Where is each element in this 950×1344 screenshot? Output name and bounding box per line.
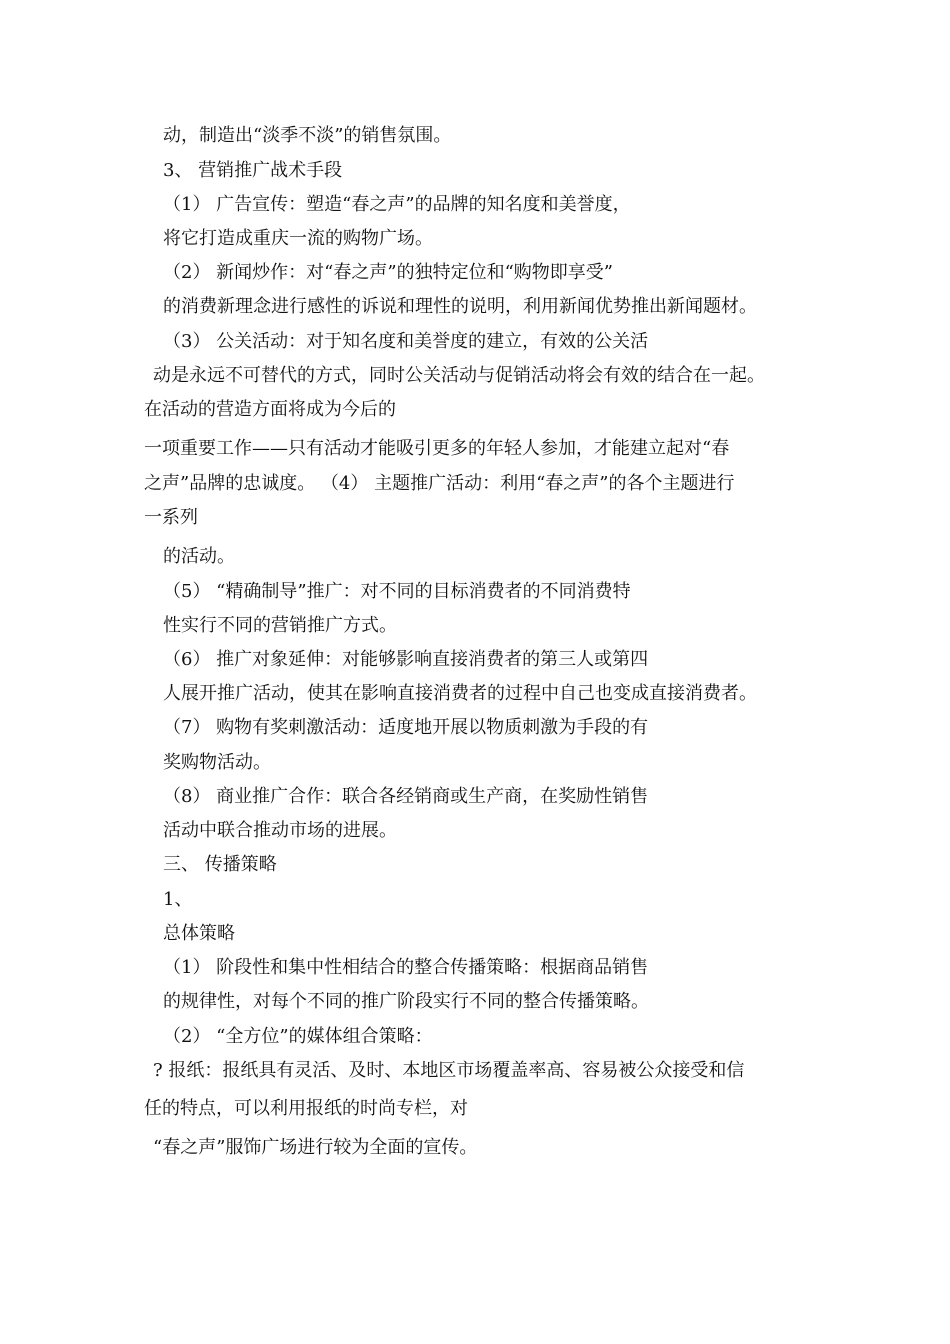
text-line: “春之声”服饰广场进行较为全面的宣传。: [153, 1137, 478, 1158]
text-line: 之声”品牌的忠诚度。 （4） 主题推广活动：利用“春之声”的各个主题进行: [144, 473, 735, 494]
text-line: 一系列: [144, 507, 198, 528]
text-line: （1） 阶段性和集中性相结合的整合传播策略：根据商品销售: [163, 957, 649, 978]
text-line: 1、: [163, 889, 193, 910]
text-line: 奖购物活动。: [163, 752, 271, 773]
text-line: 三、 传播策略: [163, 854, 277, 875]
text-line: （1） 广告宣传：塑造“春之声”的品牌的知名度和美誉度，: [163, 194, 631, 215]
text-line: （8） 商业推广合作：联合各经销商或生产商，在奖励性销售: [163, 786, 649, 807]
text-line: 人展开推广活动，使其在影响直接消费者的过程中自己也变成直接消费者。: [163, 683, 757, 704]
text-line: 在活动的营造方面将成为今后的: [144, 399, 396, 420]
text-line: （2） “全方位”的媒体组合策略：: [163, 1026, 433, 1047]
text-line: 的规律性，对每个不同的推广阶段实行不同的整合传播策略。: [163, 991, 649, 1012]
text-line: 任的特点，可以利用报纸的时尚专栏，对: [144, 1098, 468, 1119]
text-line: ? 报纸：报纸具有灵活、及时、本地区市场覆盖率高、容易被公众接受和信: [153, 1060, 745, 1081]
text-line: （3） 公关活动：对于知名度和美誉度的建立，有效的公关活: [163, 331, 649, 352]
text-line: 一项重要工作——只有活动才能吸引更多的年轻人参加，才能建立起对“春: [144, 438, 730, 459]
text-line: 3、 营销推广战术手段: [163, 160, 343, 181]
text-line: 活动中联合推动市场的进展。: [163, 820, 397, 841]
text-line: 总体策略: [163, 923, 235, 944]
text-line: 动是永远不可替代的方式，同时公关活动与促销活动将会有效的结合在一起。: [153, 365, 765, 386]
text-line: （7） 购物有奖刺激活动：适度地开展以物质刺激为手段的有: [163, 717, 649, 738]
text-line: 的活动。: [163, 546, 235, 567]
text-line: 动，制造出“淡季不淡”的销售氛围。: [163, 125, 452, 146]
text-line: 性实行不同的营销推广方式。: [163, 615, 397, 636]
text-line: 将它打造成重庆一流的购物广场。: [163, 228, 433, 249]
text-line: （5） “精确制导”推广：对不同的目标消费者的不同消费特: [163, 581, 631, 602]
text-line: （6） 推广对象延伸：对能够影响直接消费者的第三人或第四: [163, 649, 649, 670]
text-line: （2） 新闻炒作：对“春之声”的独特定位和“购物即享受”: [163, 262, 613, 283]
text-line: 的消费新理念进行感性的诉说和理性的说明，利用新闻优势推出新闻题材。: [163, 296, 757, 317]
